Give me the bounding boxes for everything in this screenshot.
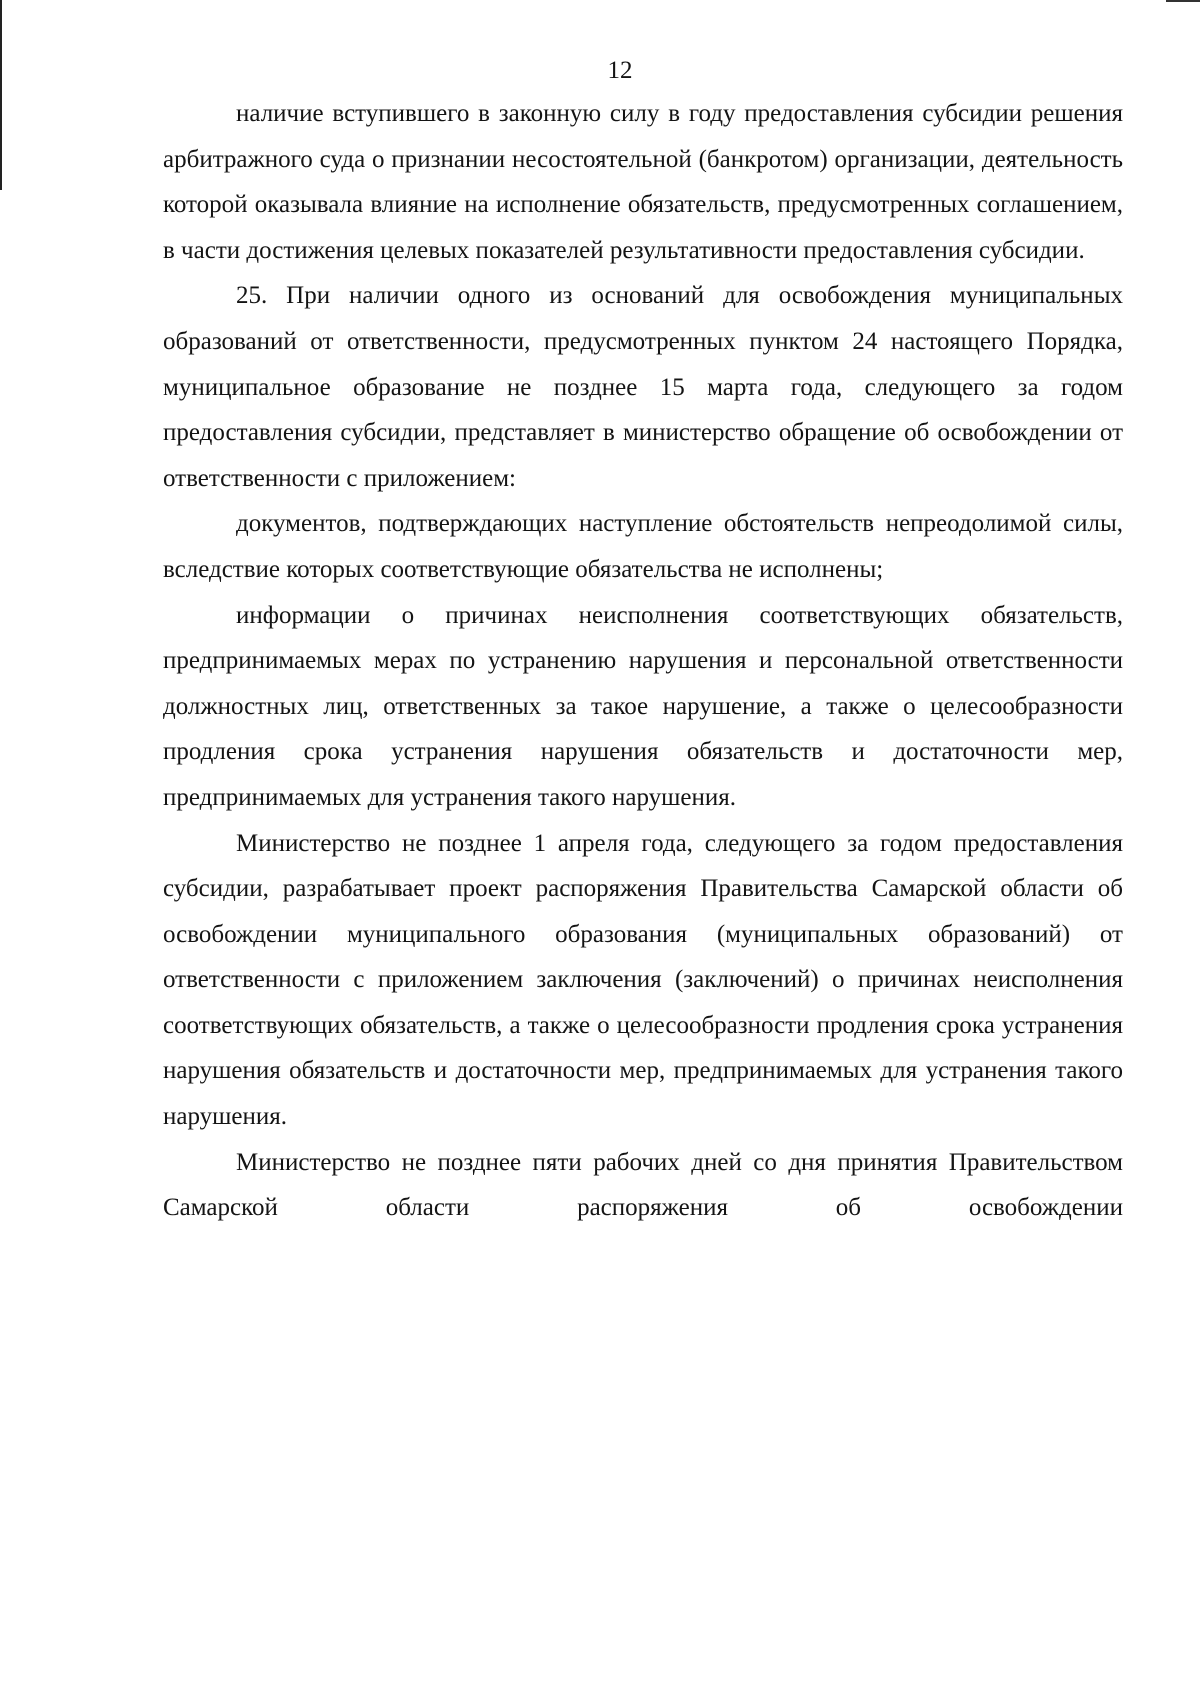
paragraph-ministry-five-days: Министерство не позднее пяти рабочих дней со дня принятия Правительством Самарской области распоряжения об освобождении	[163, 1148, 1123, 1222]
scan-corner-mark	[1166, 0, 1200, 2]
document-body	[163, 91, 1123, 1231]
paragraph-item-25: 25. При наличии одного из оснований для освобождения муниципальных образований от ответственности, предусмотренных пунктом 24 настоящего Порядка, муниципальное образование не позднее 15 марта года, следующего за годом предоставления субсидии, представляет в министерство обращение об освобождении от ответственности с приложением:	[163, 282, 1123, 492]
scan-edge-mark	[0, 0, 2, 190]
paragraph-information: информации о причинах неисполнения соответствующих обязательств, предпринимаемых мерах по устранению нарушения и персональной ответственности должностных лиц, ответственных за такое нарушение, а также о целесообразности продления срока устранения нарушения обязательств и достаточности мер, предпринимаемых для устранения такого нарушения.	[163, 601, 1123, 811]
paragraph-documents: документов, подтверждающих наступление обстоятельств непреодолимой силы, вследствие которых соответствующие обязательства не исполнены;	[163, 510, 1123, 583]
paragraph-ministry-april: Министерство не позднее 1 апреля года, следующего за годом предоставления субсидии, разрабатывает проект распоряжения Правительства Самарской области об освобождении муниципального образования (муниципальных образований) от ответственности с приложением заключения (заключений) о причинах неисполнения соответствующих обязательств, а также о целесообразности продления срока устранения нарушения обязательств и достаточности мер, предпринимаемых для устранения такого нарушения.	[163, 829, 1123, 1131]
page-number: 12	[607, 57, 633, 84]
paragraph-bankruptcy-condition: наличие вступившего в законную силу в году предоставления субсидии решения арбитражного суда о признании несостоятельной (банкротом) организации, деятельность которой оказывала влияние на исполнение обязательств, предусмотренных соглашением, в части достижения целевых показателей результативности предоставления субсидии.	[163, 100, 1123, 264]
